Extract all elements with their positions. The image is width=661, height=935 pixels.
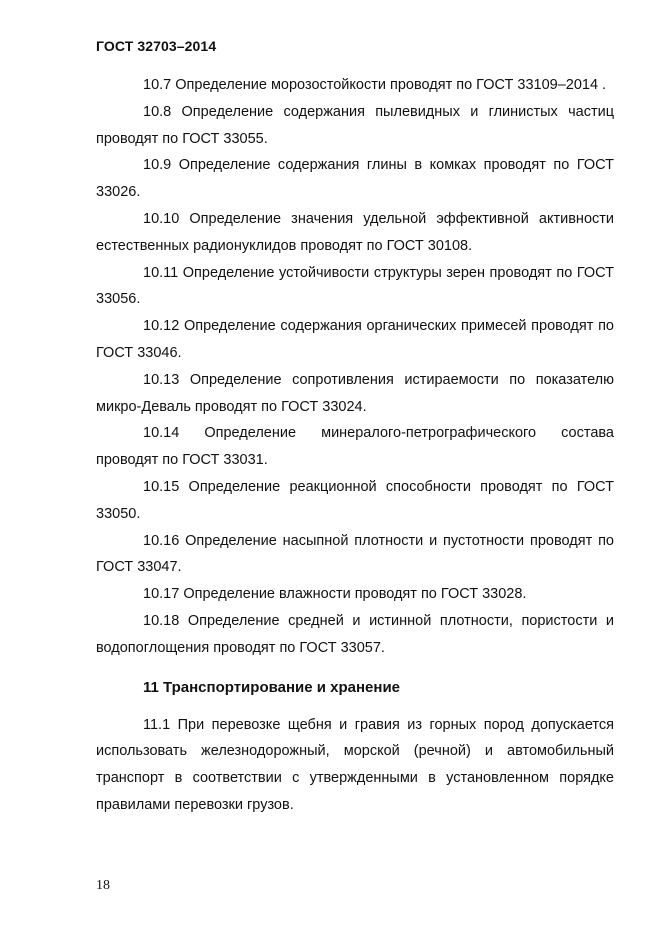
section-heading-11: 11 Транспортирование и хранение xyxy=(143,678,401,696)
paragraph-10-13: 10.13 Определение сопротивления истираемости по показателю микро-Деваль проводят по ГОСТ 33024. xyxy=(96,371,614,415)
paragraph-10-10: 10.10 Определение значения удельной эффективной активности естественных радионуклидов проводят по ГОСТ 30108. xyxy=(96,210,614,254)
paragraph-10-7: 10.7 Определение морозостойкости проводят по ГОСТ 33109–2014 . xyxy=(143,77,607,93)
paragraph-10-8: 10.8 Определение содержания пылевидных и глинистых частиц проводят по ГОСТ 33055. xyxy=(96,103,614,147)
paragraph-10-12: 10.12 Определение содержания органических примесей проводят по ГОСТ 33046. xyxy=(96,318,614,361)
page-number: 18 xyxy=(96,878,110,893)
paragraph-11-1: 11.1 При перевозке щебня и гравия из горных пород допускается использовать железнодорожный, морской (речной) и автомобильный транспорт в соответствии с утвержденными в установленном порядке правилами перевозки грузов. xyxy=(96,716,614,813)
paragraph-10-16: 10.16 Определение насыпной плотности и пустотности проводят по ГОСТ 33047. xyxy=(96,532,614,576)
document-body xyxy=(96,72,614,819)
paragraph-10-15: 10.15 Определение реакционной способности проводят по ГОСТ 33050. xyxy=(96,478,614,522)
paragraph-10-9: 10.9 Определение содержания глины в комках проводят по ГОСТ 33026. xyxy=(96,157,614,201)
paragraph-10-14: 10.14 Определение минералого-петрографического состава проводят по ГОСТ 33031. xyxy=(96,425,614,469)
paragraph-10-17: 10.17 Определение влажности проводят по ГОСТ 33028. xyxy=(143,586,527,603)
document-header: ГОСТ 32703–2014 xyxy=(96,38,217,54)
paragraph-10-11: 10.11 Определение устойчивости структуры зерен проводят по ГОСТ 33056. xyxy=(96,264,614,308)
paragraph-10-18: 10.18 Определение средней и истинной плотности, пористости и водопоглощения проводят по ГОСТ 33057. xyxy=(96,612,614,656)
